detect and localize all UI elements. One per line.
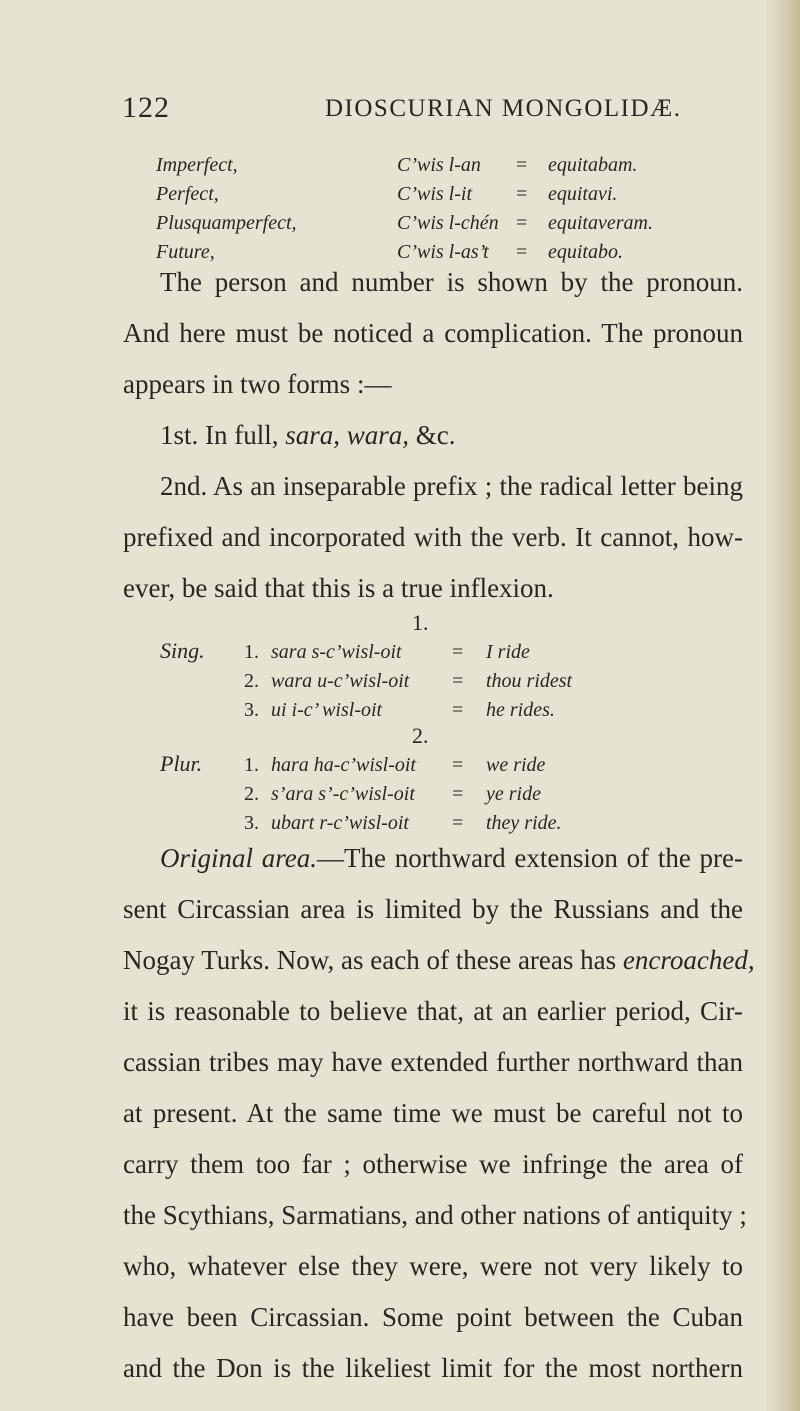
text-line: it is reasonable to believe that, at an earlier period, Cir-: [123, 996, 743, 1026]
row-number: 2.: [244, 670, 259, 692]
row-number: 1.: [244, 754, 259, 776]
verb-form: C’wis l-chén: [397, 212, 499, 234]
form-first-text: In full,: [205, 420, 279, 450]
number-label: Plur.: [160, 751, 203, 776]
row-number: 3.: [244, 699, 259, 721]
running-head: DIOSCURIAN MONGOLIDÆ.: [325, 95, 682, 122]
text-fragment: Nogay Turks. Now, as each of these areas has: [123, 945, 617, 975]
equals-sign: =: [516, 241, 528, 263]
equals-sign: =: [452, 670, 464, 692]
english-gloss: we ride: [486, 754, 546, 776]
equals-sign: =: [452, 783, 464, 805]
latin-gloss: equitaveram.: [548, 212, 653, 234]
text-line: cassian tribes may have extended further northward than: [123, 1047, 743, 1077]
tense-label: Future,: [156, 241, 215, 263]
text-line: appears in two forms :—: [123, 369, 392, 399]
form-first-end: &c.: [415, 420, 456, 450]
tense-label: Plusquamperfect,: [156, 212, 297, 234]
english-gloss: ye ride: [486, 783, 541, 805]
text-line: And here must be noticed a complication. The pronoun: [123, 318, 743, 348]
equals-sign: =: [452, 812, 464, 834]
section-lead-rest: —The northward extension of the pre-: [316, 843, 743, 873]
tense-label: Imperfect,: [156, 154, 238, 176]
text-line: prefixed and incorporated with the verb. It cannot, how-: [123, 522, 743, 552]
verb-form: wara u-c’wisl-oit: [271, 670, 410, 692]
text-line: sent Circassian area is limited by the Russians and the: [123, 894, 743, 924]
verb-form: sara s-c’wisl-oit: [271, 641, 402, 663]
english-gloss: I ride: [486, 641, 530, 663]
text-line: The person and number is shown by the pronoun.: [160, 267, 743, 297]
english-gloss: he rides.: [486, 699, 555, 721]
row-number: 1.: [244, 641, 259, 663]
text-italic: encroached,: [622, 945, 755, 975]
equals-sign: =: [452, 754, 464, 776]
text-line: [160, 843, 743, 874]
page-edge-shadow: [766, 0, 800, 1411]
text-line: carry them too far ; otherwise we infringe the area of: [123, 1149, 743, 1179]
text-line: 2nd. As an inseparable prefix ; the radical letter being: [160, 471, 743, 501]
verb-form: C’wis l-as’t: [397, 241, 489, 263]
section-lead-italic: Original area.: [160, 843, 317, 873]
equals-sign: =: [516, 154, 528, 176]
page-header: [122, 92, 742, 124]
text-line: ever, be said that this is a true inflexion.: [123, 573, 554, 603]
verb-form: ui i-c’ wisl-oit: [271, 699, 383, 721]
form-first-italic: sara, wara,: [285, 420, 410, 450]
text-line: and the Don is the likeliest limit for the most northern: [123, 1353, 743, 1383]
plural-heading: 2.: [412, 723, 429, 748]
latin-gloss: equitabam.: [548, 154, 638, 176]
equals-sign: =: [452, 641, 464, 663]
tense-label: Perfect,: [156, 183, 219, 205]
latin-gloss: equitabo.: [548, 241, 623, 263]
text-line: [123, 945, 755, 976]
verb-form: C’wis l-an: [397, 154, 481, 176]
verb-form: C’wis l-it: [397, 183, 473, 205]
form-first-line: [160, 420, 456, 451]
text-line: the Scythians, Sarmatians, and other nations of antiquity ;: [123, 1200, 747, 1230]
form-first-label: 1st.: [160, 420, 199, 450]
page-number: 122: [122, 91, 170, 124]
equals-sign: =: [516, 212, 528, 234]
equals-sign: =: [452, 699, 464, 721]
text-line: who, whatever else they were, were not very likely to: [123, 1251, 743, 1281]
number-label: Sing.: [160, 638, 205, 663]
text-line: at present. At the same time we must be careful not to: [123, 1098, 743, 1128]
english-gloss: they ride.: [486, 812, 562, 834]
text-line: have been Circassian. Some point between the Cuban: [123, 1302, 743, 1332]
latin-gloss: equitavi.: [548, 183, 618, 205]
row-number: 2.: [244, 783, 259, 805]
verb-form: s’ara s’-c’wisl-oit: [271, 783, 415, 805]
verb-form: hara ha-c’wisl-oit: [271, 754, 416, 776]
singular-heading: 1.: [412, 610, 429, 635]
english-gloss: thou ridest: [486, 670, 573, 692]
equals-sign: =: [516, 183, 528, 205]
verb-form: ubart r-c’wisl-oit: [271, 812, 409, 834]
row-number: 3.: [244, 812, 259, 834]
